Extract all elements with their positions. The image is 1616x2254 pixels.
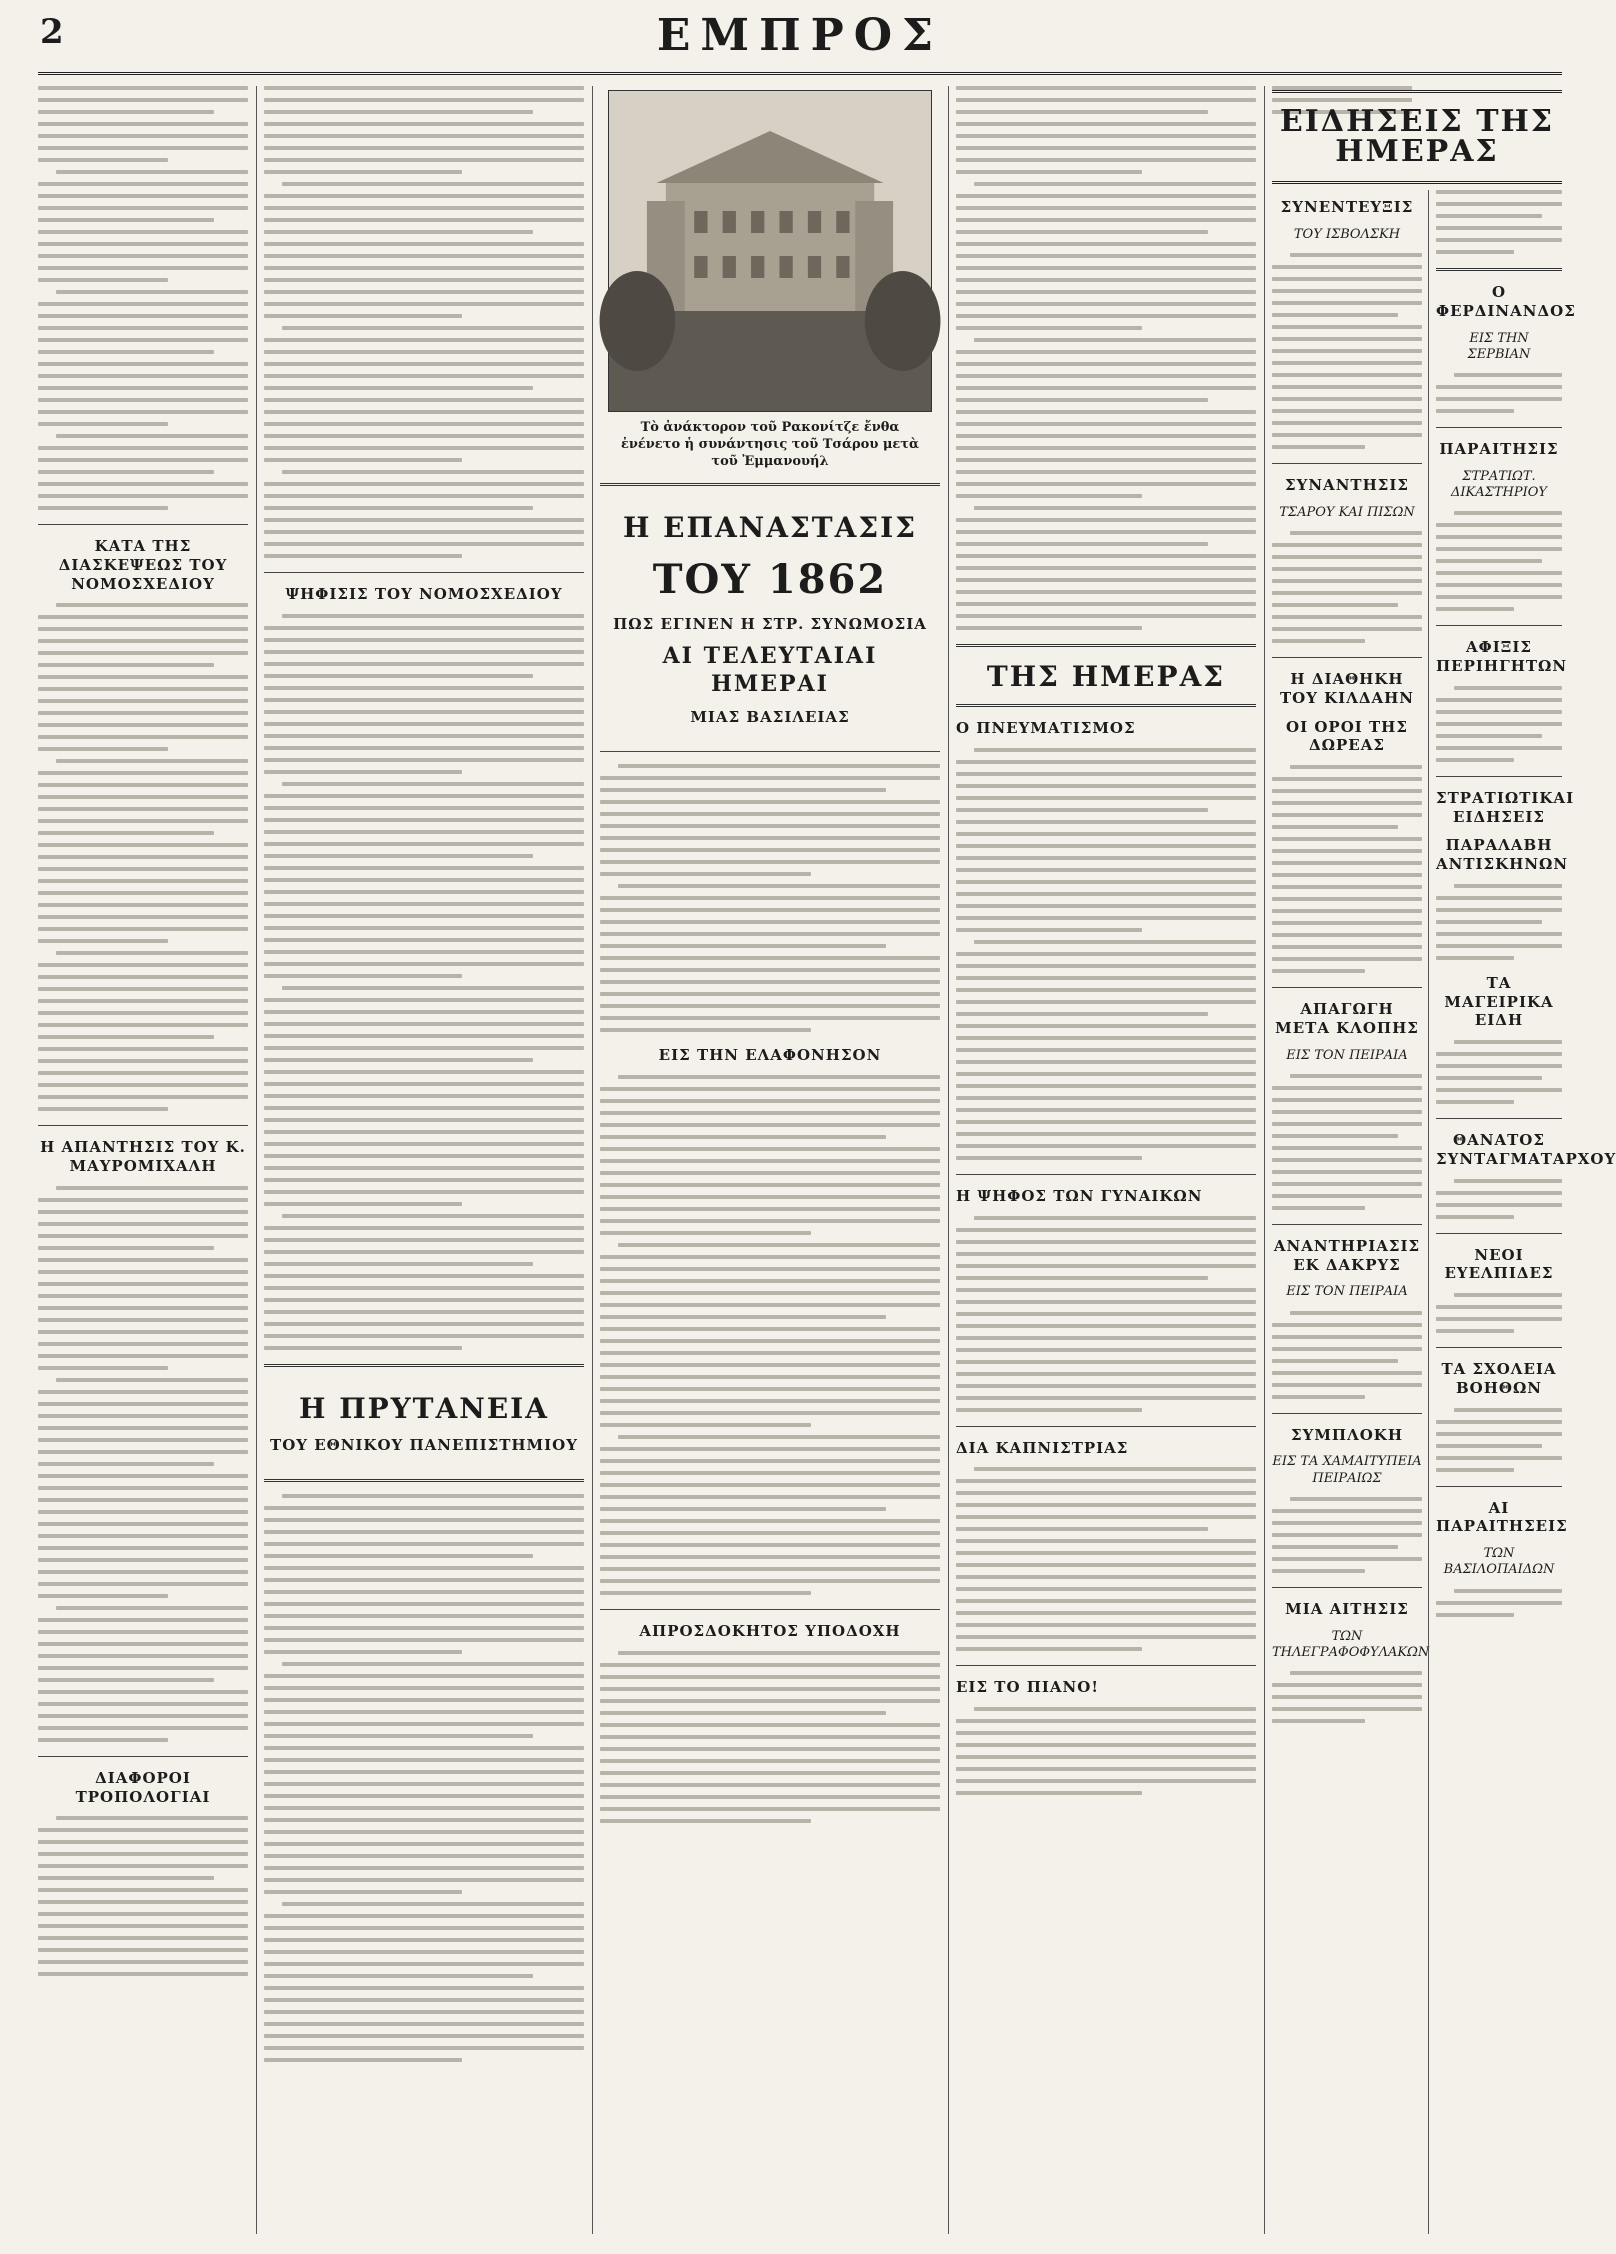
banner-area [1272, 86, 1562, 182]
section-heading: ΑΙ ΤΕΛΕΥΤΑΙΑΙ ΗΜΕΡΑΙ [662, 643, 878, 697]
section-subheading: ΜΙΑΣ ΒΑΣΙΛΕΙΑΣ [690, 708, 850, 727]
divider [38, 524, 248, 525]
article-body [600, 1075, 940, 1595]
section-heading: ΕΙΣ ΤΟ ΠΙΑΝΟ! [956, 1678, 1099, 1697]
divider [264, 1479, 584, 1482]
section-heading: ΟΙ ΟΡΟΙ ΤΗΣ ΔΩΡΕΑΣ [1286, 717, 1408, 755]
section-subheading: ΣΤΡΑΤΙΩΤ. ΔΙΚΑΣΤΗΡΙΟΥ [1451, 468, 1547, 500]
section-heading: ΤΗΣ ΗΜΕΡΑΣ [986, 660, 1226, 693]
section-heading: Ο ΦΕΡΔΙΝΑΝΔΟΣ [1436, 283, 1576, 320]
article-body [264, 1494, 584, 2062]
column-rule [592, 86, 593, 2234]
divider [1436, 1486, 1562, 1487]
section-heading: ΠΩΣ ΕΓΙΝΕΝ Η ΣΤΡ. ΣΥΝΩΜΟΣΙΑ [613, 614, 927, 633]
article-body [1272, 531, 1422, 643]
divider [1272, 1587, 1422, 1588]
news-banner: ΕΙΔΗΣΕΙΣ ΤΗΣ ΗΜΕΡΑΣ [1272, 90, 1562, 184]
column-1 [38, 86, 248, 2234]
section-heading: ΕΙΣ ΤΗΝ ΕΛΑΦΟΝΗΣΟΝ [658, 1046, 882, 1065]
column-rule [1428, 190, 1429, 2234]
divider [1272, 657, 1422, 658]
article-body [1272, 1311, 1422, 1399]
masthead: ΕΜΠΡΟΣ [656, 10, 944, 61]
article-body [1272, 1497, 1422, 1573]
section-heading: ΔΙΑ ΚΑΠΝΙΣΤΡΙΑΣ [956, 1438, 1129, 1457]
section-subheading: ΕΙΣ ΤΟΝ ΠΕΙΡΑΙΑ [1286, 1047, 1408, 1063]
divider [956, 704, 1256, 707]
column-6 [1436, 190, 1616, 2234]
section-heading: ΑΦΙΞΙΣ ΠΕΡΙΗΓΗΤΩΝ [1436, 638, 1568, 675]
column-3 [600, 86, 940, 2234]
article-body [1272, 1074, 1422, 1210]
divider [1272, 463, 1422, 464]
article-body [1436, 686, 1562, 762]
divider [1436, 1118, 1562, 1119]
article-body [1272, 253, 1422, 449]
section-subheading: ΤΟΥ ΕΘΝΙΚΟΥ ΠΑΝΕΠΙΣΤΗΜΙΟΥ [270, 1435, 578, 1454]
palace-illustration [609, 91, 931, 411]
column-5-body [1272, 190, 1430, 2234]
section-subheading: ΤΟΥ 1862 [652, 555, 888, 603]
section-subheading: ΕΙΣ ΤΑ ΧΑΜΑΙΤΥΠΕΙΑ ΠΕΙΡΑΙΩΣ [1272, 1454, 1422, 1486]
section-heading: ΔΙΑΦΟΡΟΙ ΤΡΟΠΟΛΟΓΙΑΙ [75, 1768, 211, 1806]
article-body [38, 1816, 248, 1976]
divider [1436, 268, 1562, 271]
section-subheading: ΤΩΝ ΒΑΣΙΛΟΠΑΙΔΩΝ [1443, 1546, 1555, 1578]
section-heading: ΠΑΡΑΛΑΒΗ ΑΝΤΙΣΚΗΝΩΝ [1436, 836, 1569, 873]
article-body [600, 1651, 940, 1823]
divider [264, 572, 584, 573]
article-body [956, 1467, 1256, 1651]
article-body [956, 86, 1256, 630]
divider [1436, 1347, 1562, 1348]
section-heading: ΤΑ ΣΧΟΛΕΙΑ ΒΟΗΘΩΝ [1441, 1360, 1557, 1397]
section-subheading: ΤΣΑΡΟΥ ΚΑΙ ΠΙΣΩΝ [1279, 504, 1415, 520]
header-rule [38, 72, 1562, 75]
article-body [1436, 190, 1562, 254]
column-rule [1264, 86, 1265, 2234]
title-box [264, 1379, 584, 1469]
article-body [1272, 765, 1422, 973]
photo-caption: Τὸ ἀνάκτορον τοῦ Ρακονίτζε ἔνθα ἐνένετο ἡ συνάντησις τοῦ Τσάρου μετὰ τοῦ Ἐμμανουήλ [620, 420, 920, 469]
divider [600, 1609, 940, 1610]
divider [1436, 1233, 1562, 1234]
article-body [38, 86, 248, 510]
divider [956, 644, 1256, 647]
section-heading: Η ΨΗΦΟΣ ΤΩΝ ΓΥΝΑΙΚΩΝ [956, 1186, 1203, 1205]
article-body [1272, 1671, 1422, 1723]
section-subheading: ΤΟΥ ΙΣΒΟΛΣΚΗ [1293, 226, 1401, 242]
section-subheading: ΕΙΣ ΤΗΝ ΣΕΡΒΙΑΝ [1467, 330, 1531, 362]
section-heading: ΣΥΜΠΛΟΚΗ [1291, 1425, 1403, 1444]
divider [38, 1125, 248, 1126]
section-heading: ΑΠΡΟΣΔΟΚΗΤΟΣ ΥΠΟΔΟΧΗ [639, 1621, 901, 1640]
divider [1436, 427, 1562, 428]
section-heading: Η ΠΡΥΤΑΝΕΙΑ [298, 1391, 549, 1425]
section-heading: Η ΑΠΑΝΤΗΣΙΣ ΤΟΥ Κ. ΜΑΥΡΟΜΙΧΑΛΗ [40, 1138, 246, 1175]
divider [1272, 987, 1422, 988]
article-body [264, 614, 584, 1350]
section-heading: ΑΠΑΓΩΓΗ ΜΕΤΑ ΚΛΟΠΗΣ [1275, 1000, 1419, 1037]
divider [956, 1426, 1256, 1427]
column-rule [948, 86, 949, 2234]
divider [956, 1174, 1256, 1175]
section-heading: ΜΙΑ ΑΙΤΗΣΙΣ [1285, 1599, 1409, 1618]
article-body [38, 603, 248, 1111]
article-body [1436, 511, 1562, 611]
section-subheading: ΕΙΣ ΤΟΝ ΠΕΙΡΑΙΑ [1286, 1284, 1408, 1300]
article-body [1436, 884, 1562, 960]
article-body [1436, 1179, 1562, 1219]
page-number: 2 [40, 12, 64, 52]
section-heading: Η ΔΙΑΘΗΚΗ ΤΟΥ ΚΙΛΔΑΗΝ [1279, 670, 1414, 707]
column-rule [256, 86, 257, 2234]
divider [38, 1756, 248, 1757]
section-heading: ΑΙ ΠΑΡΑΙΤΗΣΕΙΣ [1436, 1498, 1568, 1536]
section-heading: ΣΥΝΕΝΤΕΥΞΙΣ [1280, 198, 1414, 216]
palace-photo [608, 90, 932, 412]
section-heading: ΣΥΝΑΝΤΗΣΙΣ [1285, 476, 1409, 494]
article-body [1436, 1040, 1562, 1104]
article-body [1436, 373, 1562, 413]
section-heading: ΤΑ ΜΑΓΕΙΡΙΚΑ ΕΙΔΗ [1444, 973, 1554, 1030]
divider [1272, 1224, 1422, 1225]
divider [264, 1364, 584, 1367]
article-body [956, 748, 1256, 1160]
section-heading: Η ΕΠΑΝΑΣΤΑΣΙΣ [622, 510, 918, 544]
section-heading: ΝΕΟΙ ΕΥΕΛΠΙΔΕΣ [1444, 1245, 1554, 1283]
article-body [600, 764, 940, 1032]
article-body [1436, 1408, 1562, 1472]
article-body [264, 86, 584, 558]
article-body [1436, 1589, 1562, 1617]
section-heading: ΣΤΡΑΤΙΩΤΙΚΑΙ ΕΙΔΗΣΕΙΣ [1436, 788, 1575, 826]
divider [1272, 1413, 1422, 1414]
article-body [956, 1707, 1256, 1795]
article-body [38, 1186, 248, 1742]
section-heading: Ο ΠΝΕΥΜΑΤΙΣΜΟΣ [956, 719, 1136, 737]
column-4 [956, 86, 1256, 2234]
title-box [600, 498, 940, 742]
divider [1436, 625, 1562, 626]
divider [956, 1665, 1256, 1666]
section-heading: ΠΑΡΑΙΤΗΣΙΣ [1439, 440, 1559, 458]
section-heading: ΨΗΦΙΣΙΣ ΤΟΥ ΝΟΜΟΣΧΕΔΙΟΥ [285, 585, 563, 603]
divider [600, 483, 940, 486]
section-heading: ΘΑΝΑΤΟΣ ΣΥΝΤΑΓΜΑΤΑΡΧΟΥ [1436, 1131, 1616, 1168]
column-2 [264, 86, 584, 2234]
article-body [956, 1216, 1256, 1412]
article-body [1436, 1293, 1562, 1333]
divider [1436, 776, 1562, 777]
divider [600, 751, 940, 752]
section-heading: ΑΝΑΝΤΗΡΙΑΣΙΣ ΕΚ ΔΑΚΡΥΣ [1273, 1236, 1421, 1274]
section-subheading: ΤΩΝ ΤΗΛΕΓΡΑΦΟΦΥΛΑΚΩΝ [1272, 1628, 1430, 1660]
section-heading: ΚΑΤΑ ΤΗΣ ΔΙΑΣΚΕΨΕΩΣ ΤΟΥ ΝΟΜΟΣΧΕΔΙΟΥ [58, 537, 228, 593]
